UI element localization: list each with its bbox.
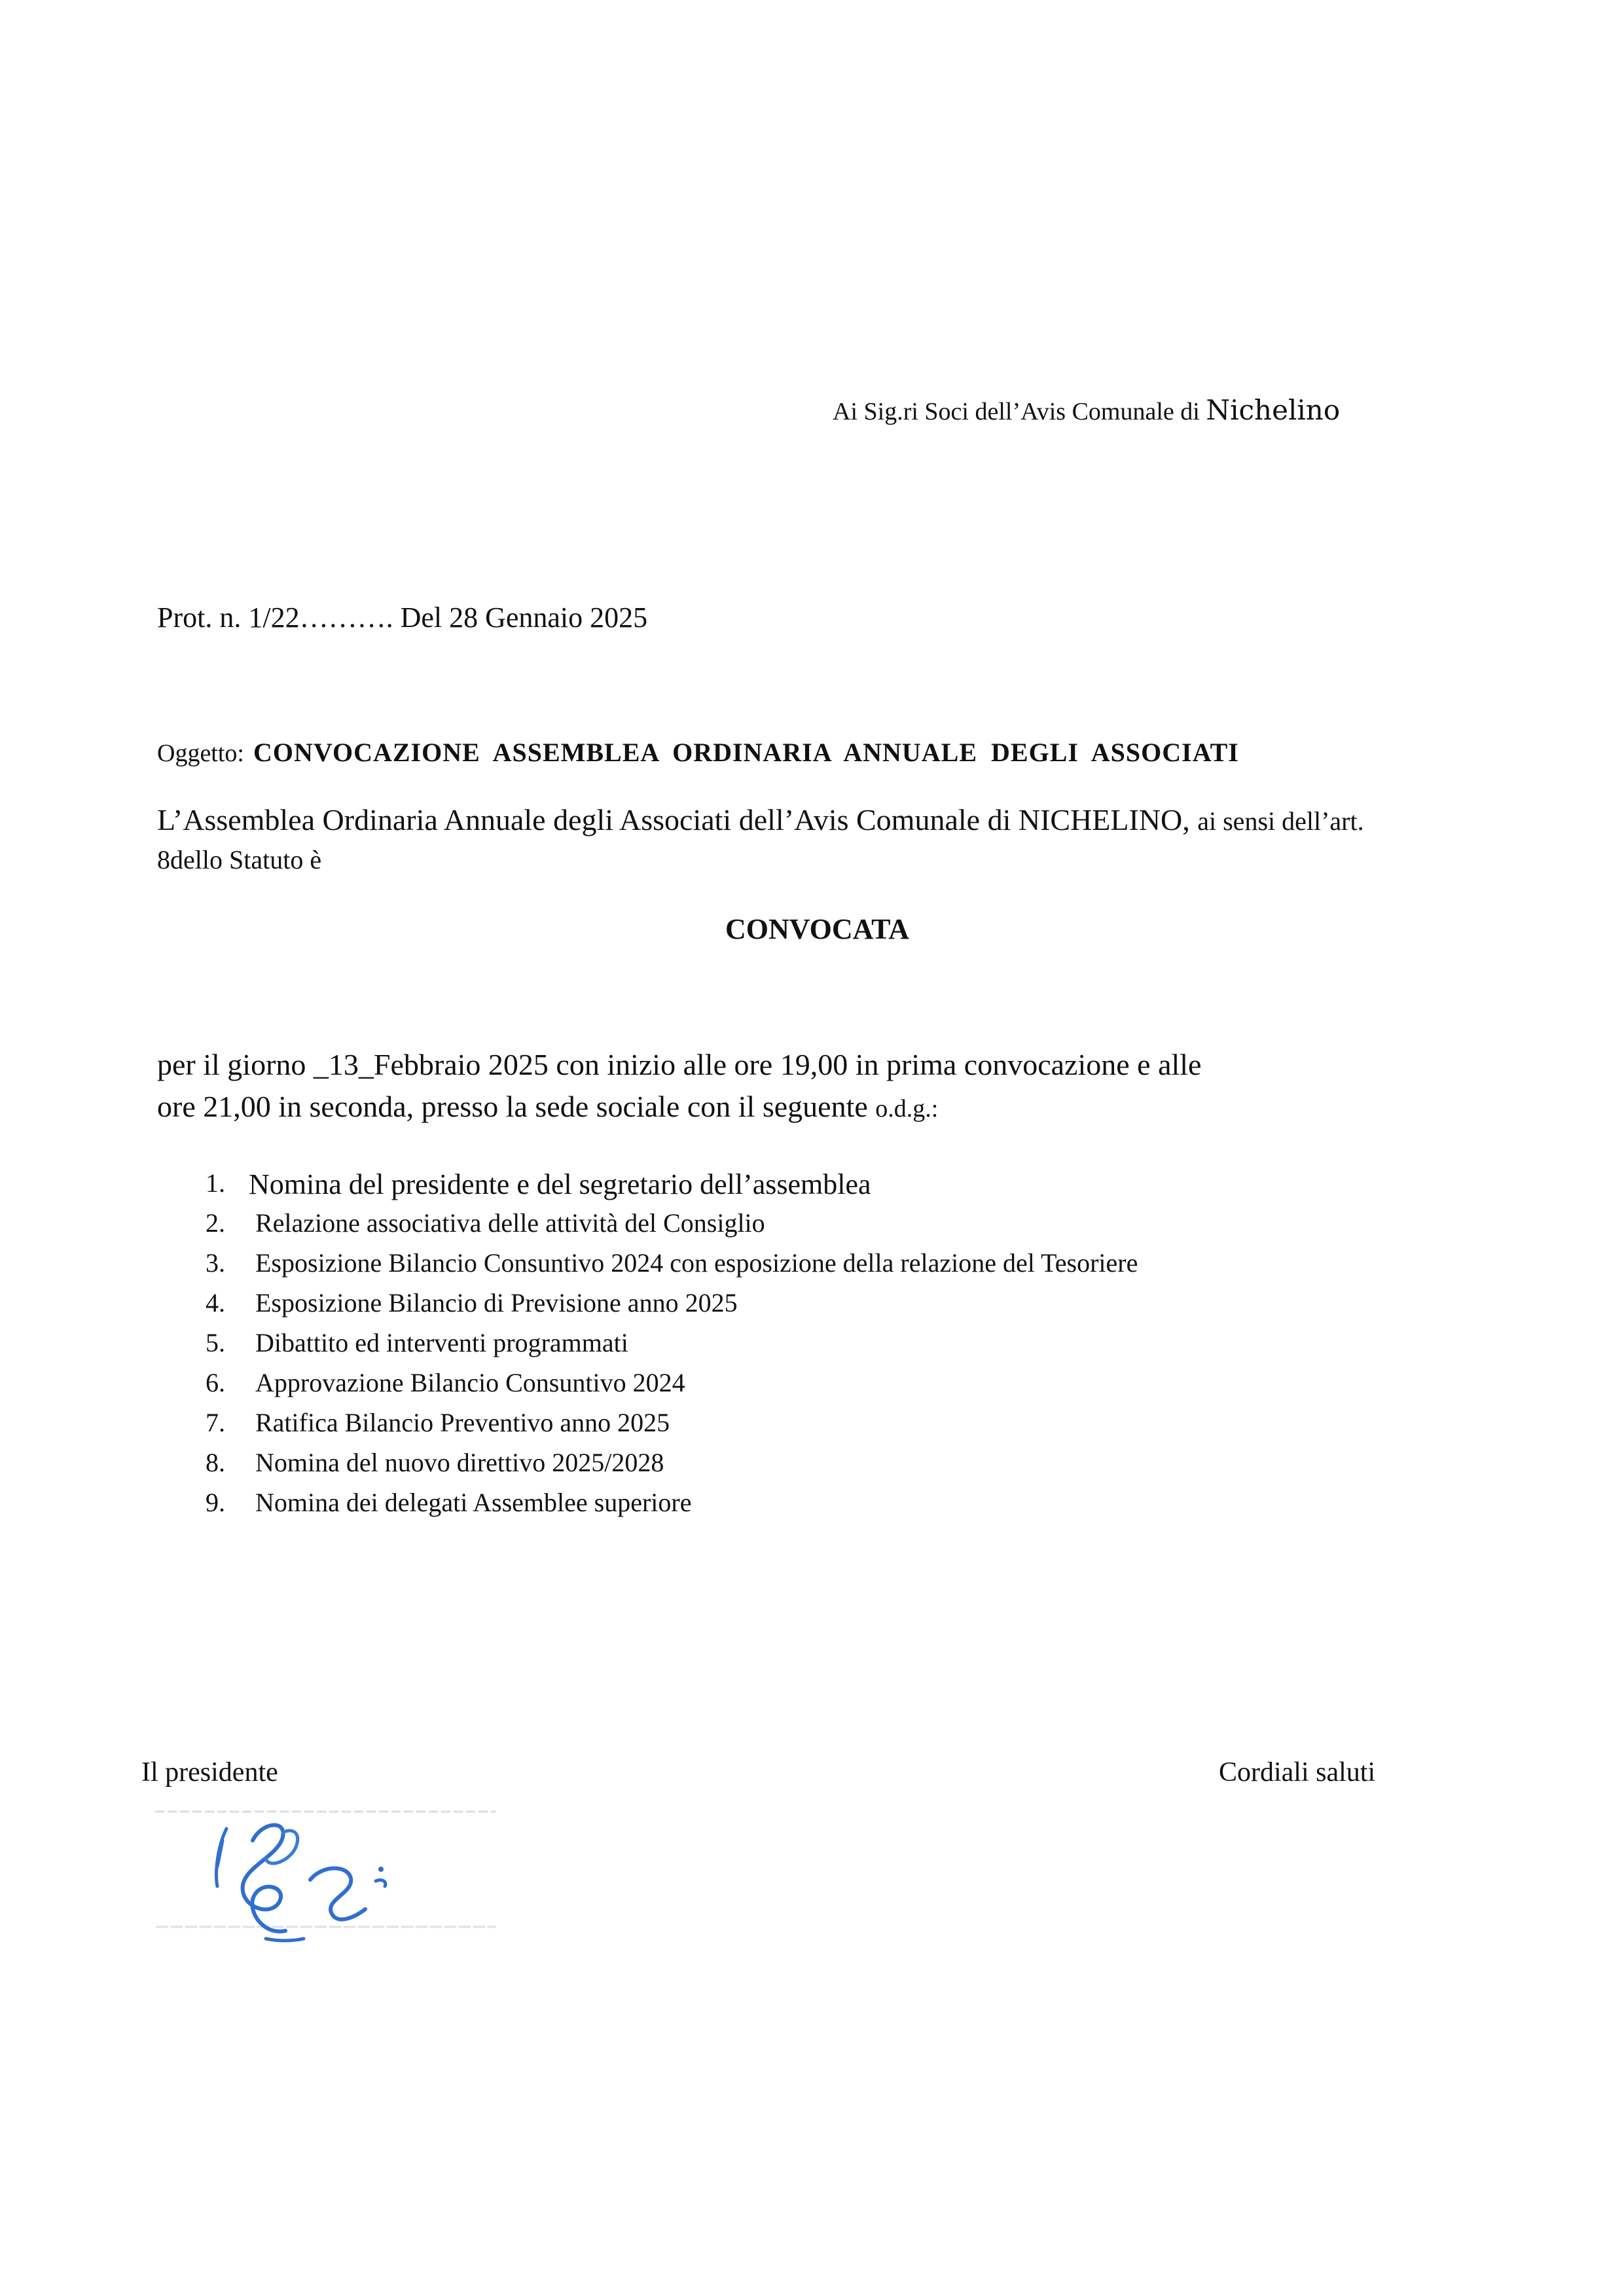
agenda-item-text: Esposizione Bilancio Consuntivo 2024 con esposizione della relazione del Tesoriere	[255, 1248, 1138, 1278]
agenda-item-number: 8.	[206, 1448, 225, 1477]
closing-regards: Cordiali saluti	[1219, 1757, 1376, 1787]
agenda-item-text: Nomina del presidente e del segretario dell’assemblea	[249, 1168, 871, 1200]
date-line-2	[157, 1089, 938, 1124]
agenda-item-number: 4.	[206, 1288, 225, 1318]
agenda-item-text: Relazione associativa delle attività del Consiglio	[255, 1208, 765, 1238]
convocata-heading: CONVOCATA	[725, 913, 910, 945]
intro-line-1	[157, 802, 1364, 837]
odg-label: o.d.g.:	[875, 1095, 939, 1122]
recipient-prefix: Ai Sig.ri Soci dell’Avis Comunale di	[833, 398, 1200, 425]
subject-line	[157, 737, 1239, 768]
subject-title: CONVOCAZIONE ASSEMBLEA ORDINARIA ANNUALE DEGLI ASSOCIATI	[253, 738, 1239, 767]
agenda-item-number: 2.	[206, 1208, 225, 1238]
agenda-item-text: Ratifica Bilancio Preventivo anno 2025	[255, 1408, 670, 1437]
agenda-item-number: 3.	[206, 1248, 225, 1278]
agenda-item-text: Nomina dei delegati Assemblee superiore	[255, 1488, 692, 1517]
recipient-city: Nichelino	[1206, 394, 1341, 426]
agenda-item-text: Nomina del nuovo direttivo 2025/2028	[255, 1448, 664, 1477]
intro-line-1-tail: ai sensi dell’art.	[1197, 806, 1364, 836]
agenda-item-text: Approvazione Bilancio Consuntivo 2024	[255, 1368, 685, 1397]
agenda-item-text: Esposizione Bilancio di Previsione anno 2025	[255, 1288, 738, 1318]
intro-line-1-text: L’Assemblea Ordinaria Annuale degli Associati dell’Avis Comunale di NICHELINO,	[157, 803, 1190, 836]
recipient-line	[833, 394, 1340, 426]
subject-label: Oggetto:	[157, 740, 244, 767]
agenda-item-text: Dibattito ed interventi programmati	[255, 1328, 628, 1357]
agenda-item-number: 7.	[206, 1408, 225, 1437]
date-line-2-text: ore 21,00 in seconda, presso la sede sociale con il seguente	[157, 1090, 868, 1123]
date-line-1: per il giorno _13_Febbraio 2025 con inizio alle ore 19,00 in prima convocazione e alle	[157, 1048, 1202, 1081]
agenda-item-number: 5.	[206, 1328, 225, 1357]
president-label: Il presidente	[141, 1757, 278, 1787]
protocol-number: Prot. n. 1/22………. Del 28 Gennaio 2025	[157, 601, 648, 634]
intro-line-2: 8dello Statuto è	[157, 845, 322, 874]
agenda-item-number: 1.	[206, 1168, 225, 1198]
agenda-item-number: 6.	[206, 1368, 225, 1397]
president-signature	[154, 1801, 501, 1949]
agenda-item-number: 9.	[206, 1488, 225, 1517]
